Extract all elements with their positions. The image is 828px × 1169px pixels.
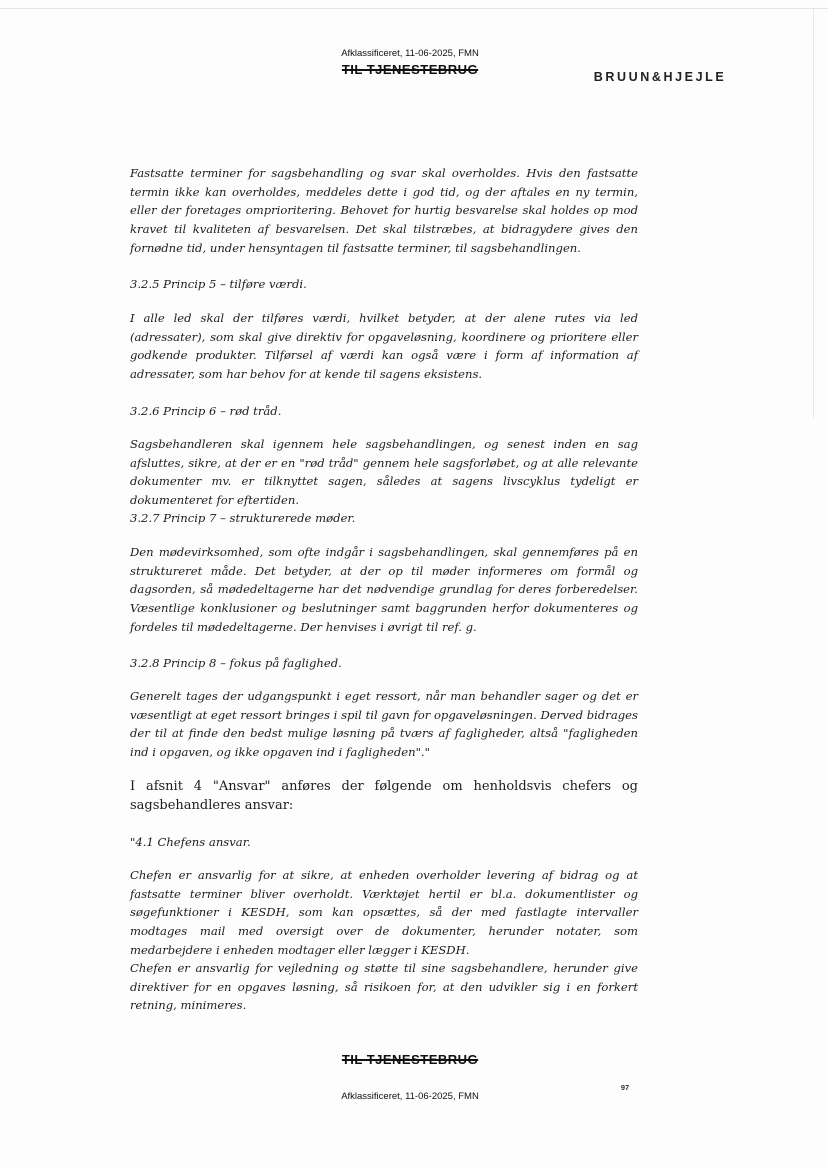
paragraph-chief-responsibility-2: Chefen er ansvarlig for vejledning og støtte til sine sagsbehandlere, herunder give direktiver for en opgaves løsning, så risikoen for, at den udvikler sig i en forkert retning, minimeres.: [130, 961, 638, 1013]
page-number: 97: [620, 1083, 630, 1092]
classification-header: [260, 62, 560, 77]
scan-edge-right: [813, 8, 814, 418]
declassified-stamp-bottom: Afklassificeret, 11-06-2025, FMN: [341, 1091, 479, 1102]
heading-principle-5: 3.2.5 Princip 5 – tilføre værdi.: [130, 277, 307, 291]
heading-principle-8: 3.2.8 Princip 8 – fokus på faglighed.: [130, 656, 342, 670]
classification-footer-text: TIL TJENESTEBRUG: [341, 1052, 479, 1067]
paragraph-chief-responsibility-1: Chefen er ansvarlig for at sikre, at enheden overholder levering af bidrag og at fastsatte terminer bliver overholdt. Værktøjet hertil er bl.a. dokumentlister og søgefunktioner i KESDH, som kan opsættes, så der med fastlagte intervaller modtages mail med oversigt over de dokumenter, herunder notater, som medarbejdere i enheden modtager eller lægger i KESDH.: [130, 868, 638, 957]
brand-logo: BRUUN&HJEJLE: [593, 70, 727, 84]
scan-edge-top: [0, 8, 828, 9]
paragraph-principle-6: Sagsbehandleren skal igennem hele sagsbehandlingen, og senest inden en sag afsluttes, sikre, at der er en "rød tråd" gennem hele sagsforløbet, og at alle relevante dokumenter mv. er tilknyttet sagen, således at sagens livscyklus tydeligt er dokumenteret for eftertiden.: [130, 437, 638, 508]
classification-footer: [260, 1052, 560, 1067]
paragraph-principle-7: Den mødevirksomhed, som ofte indgår i sagsbehandlingen, skal gennemføres på en struktureret måde. Det betyder, at der op til møder informeres om formål og dagsorden, så mødedeltagerne har det nødvendige grundlag for deres forberedelser. Væsentlige konklusioner og beslutninger samt baggrunden herfor dokumenteres og fordeles til mødedeltagerne. Der henvises i øvrigt til ref. g.: [130, 545, 638, 634]
paragraph-principle-5: I alle led skal der tilføres værdi, hvilket betyder, at der alene rutes via led (adressater), som skal give direktiv for opgaveløsning, koordinere og prioritere eller godkende produkter. Tilførsel af værdi kan også være i form af information af adressater, som har behov for at kende til sagens eksistens.: [130, 311, 638, 382]
declassified-stamp-top: Afklassificeret, 11-06-2025, FMN: [341, 48, 479, 59]
paragraph-principle-8: Generelt tages der udgangspunkt i eget ressort, når man behandler sager og det er væsentligt at eget ressort bringes i spil til gavn for opgaveløsningen. Derved bidrages der til at finde den bedst mulige løsning på tværs af fagligheder, altså "fagligheden ind i opgaven, og ikke opgaven ind i fagligheden".": [130, 689, 638, 760]
heading-principle-6: 3.2.6 Princip 6 – rød tråd.: [130, 404, 282, 418]
heading-principle-7: 3.2.7 Princip 7 – strukturerede møder.: [130, 511, 356, 525]
classification-header-text: TIL TJENESTEBRUG: [341, 62, 479, 77]
paragraph-deadlines: Fastsatte terminer for sagsbehandling og svar skal overholdes. Hvis den fastsatte termin ikke kan overholdes, meddeles dette i god tid, og der aftales en ny termin, eller der foretages omprioritering. Behovet for hurtig besvarelse skal holdes op mod kravet til kvaliteten af besvarelsen. Det skal tilstræbes, at bidragydere gives den fornødne tid, under hensyntagen til fastsatte terminer, til sagsbehandlingen.: [130, 166, 638, 255]
paragraph-section-4-intro: I afsnit 4 "Ansvar" anføres der følgende om henholdsvis chefers og sagsbehandleres ansvar:: [130, 779, 638, 813]
heading-chief-responsibility: "4.1 Chefens ansvar.: [130, 835, 251, 849]
